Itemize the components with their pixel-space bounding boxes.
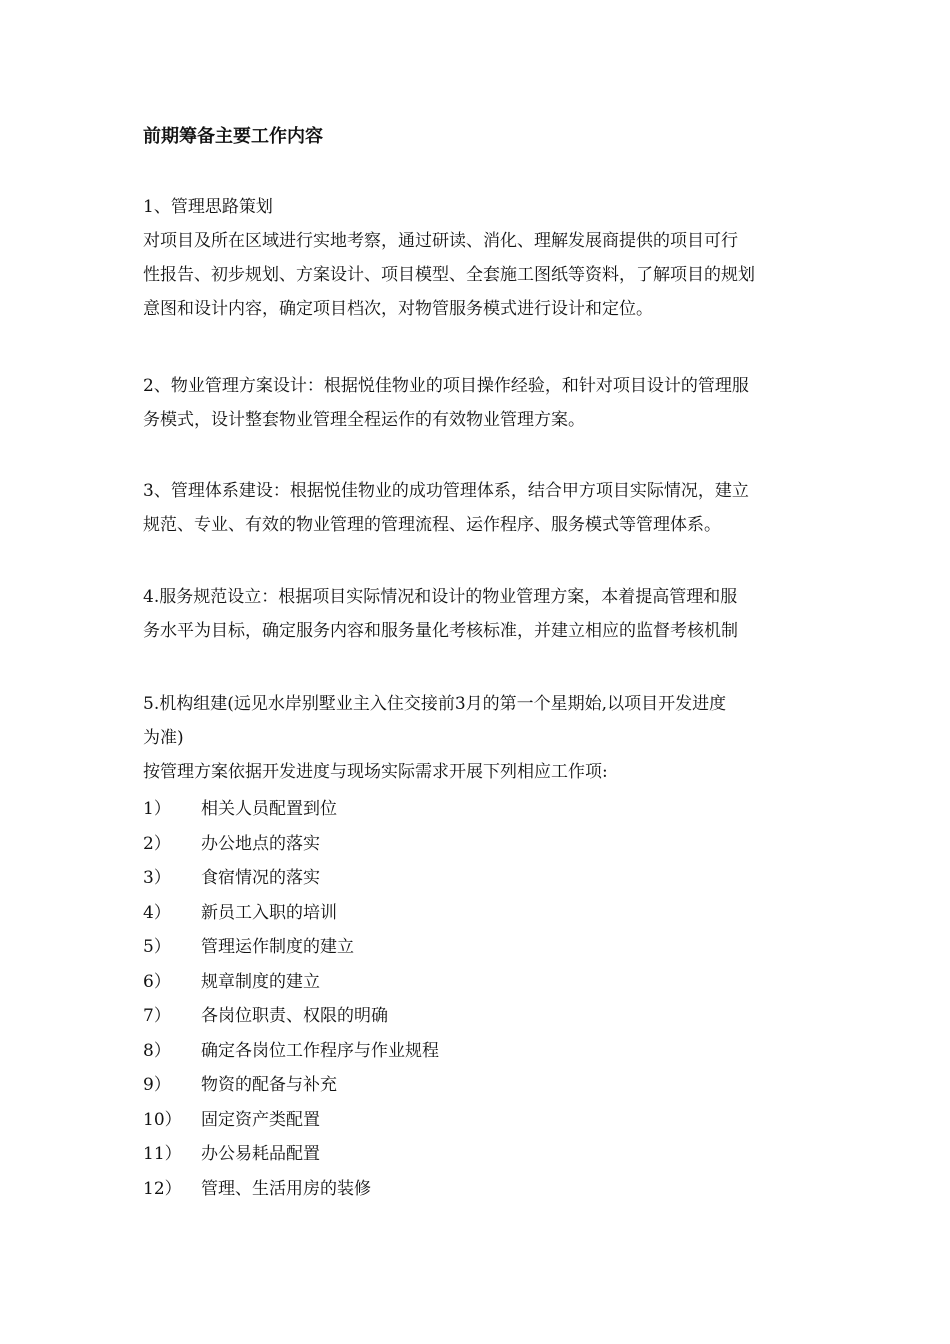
list-item-number: 3） (143, 868, 171, 888)
paragraph-line: 按管理方案依据开发进度与现场实际需求开展下列相应工作项: (143, 762, 608, 782)
list-item (143, 965, 813, 1000)
paragraph-line: 对项目及所在区域进行实地考察，通过研读、消化、理解发展商提供的项目可行 (143, 231, 738, 251)
list-item (143, 1137, 813, 1172)
list-item (143, 930, 813, 965)
section-3 (143, 474, 813, 542)
paragraph-line: 性报告、初步规划、方案设计、项目模型、全套施工图纸等资料，了解项目的规划 (143, 265, 755, 285)
list-item-text: 规章制度的建立 (201, 971, 320, 992)
list-item (143, 792, 813, 827)
list-item-number: 9） (143, 1075, 171, 1095)
paragraph-line: 务水平为目标，确定服务内容和服务量化考核标准，并建立相应的监督考核机制 (143, 621, 738, 641)
list-item-text: 办公易耗品配置 (201, 1144, 320, 1164)
list-item-number: 12） (143, 1178, 182, 1199)
document-title: 前期筹备主要工作内容 (143, 126, 323, 147)
list-item-number: 8） (143, 1040, 171, 1061)
list-item-number: 1） (143, 799, 171, 819)
list-item-number: 11） (143, 1144, 182, 1164)
list-item (143, 896, 813, 931)
list-item-text: 管理、生活用房的装修 (201, 1178, 371, 1199)
list-item (143, 1103, 813, 1138)
list-item-text: 办公地点的落实 (201, 833, 320, 854)
list-item-text: 食宿情况的落实 (201, 868, 320, 888)
paragraph-line: 4.服务规范设立：根据项目实际情况和设计的物业管理方案，本着提高管理和服 (143, 587, 738, 607)
section-1 (143, 190, 813, 326)
list-item-number: 2） (143, 833, 171, 854)
list-item (143, 1172, 813, 1207)
paragraph-line: 3、管理体系建设：根据悦佳物业的成功管理体系，结合甲方项目实际情况，建立 (143, 481, 749, 501)
paragraph-line: 为准) (143, 728, 184, 748)
section-4 (143, 580, 813, 648)
section-2 (143, 369, 813, 437)
work-items-list (143, 792, 813, 1206)
section-5 (143, 687, 813, 789)
paragraph-line: 2、物业管理方案设计：根据悦佳物业的项目操作经验，和针对项目设计的管理服 (143, 376, 749, 396)
list-item-text: 新员工入职的培训 (201, 902, 337, 923)
list-item-number: 4） (143, 902, 171, 923)
section-1-heading: 1、管理思路策划 (143, 197, 273, 217)
list-item (143, 827, 813, 862)
paragraph-line: 规范、专业、有效的物业管理的管理流程、运作程序、服务模式等管理体系。 (143, 515, 721, 535)
list-item-text: 相关人员配置到位 (201, 799, 337, 819)
list-item (143, 1034, 813, 1069)
list-item-text: 管理运作制度的建立 (201, 937, 354, 957)
list-item-text: 物资的配备与补充 (201, 1075, 337, 1095)
list-item-text: 固定资产类配置 (201, 1109, 320, 1130)
list-item (143, 861, 813, 896)
paragraph-line: 5.机构组建(远见水岸别墅业主入住交接前3月的第一个星期始,以项目开发进度 (143, 694, 727, 714)
paragraph-line: 意图和设计内容，确定项目档次，对物管服务模式进行设计和定位。 (143, 299, 653, 319)
list-item-text: 确定各岗位工作程序与作业规程 (201, 1040, 439, 1061)
list-item-number: 6） (143, 971, 171, 992)
paragraph-line: 务模式，设计整套物业管理全程运作的有效物业管理方案。 (143, 410, 585, 430)
list-item-text: 各岗位职责、权限的明确 (201, 1006, 388, 1026)
list-item (143, 1068, 813, 1103)
list-item (143, 999, 813, 1034)
list-item-number: 7） (143, 1006, 171, 1026)
list-item-number: 10） (143, 1109, 182, 1130)
list-item-number: 5） (143, 937, 171, 957)
